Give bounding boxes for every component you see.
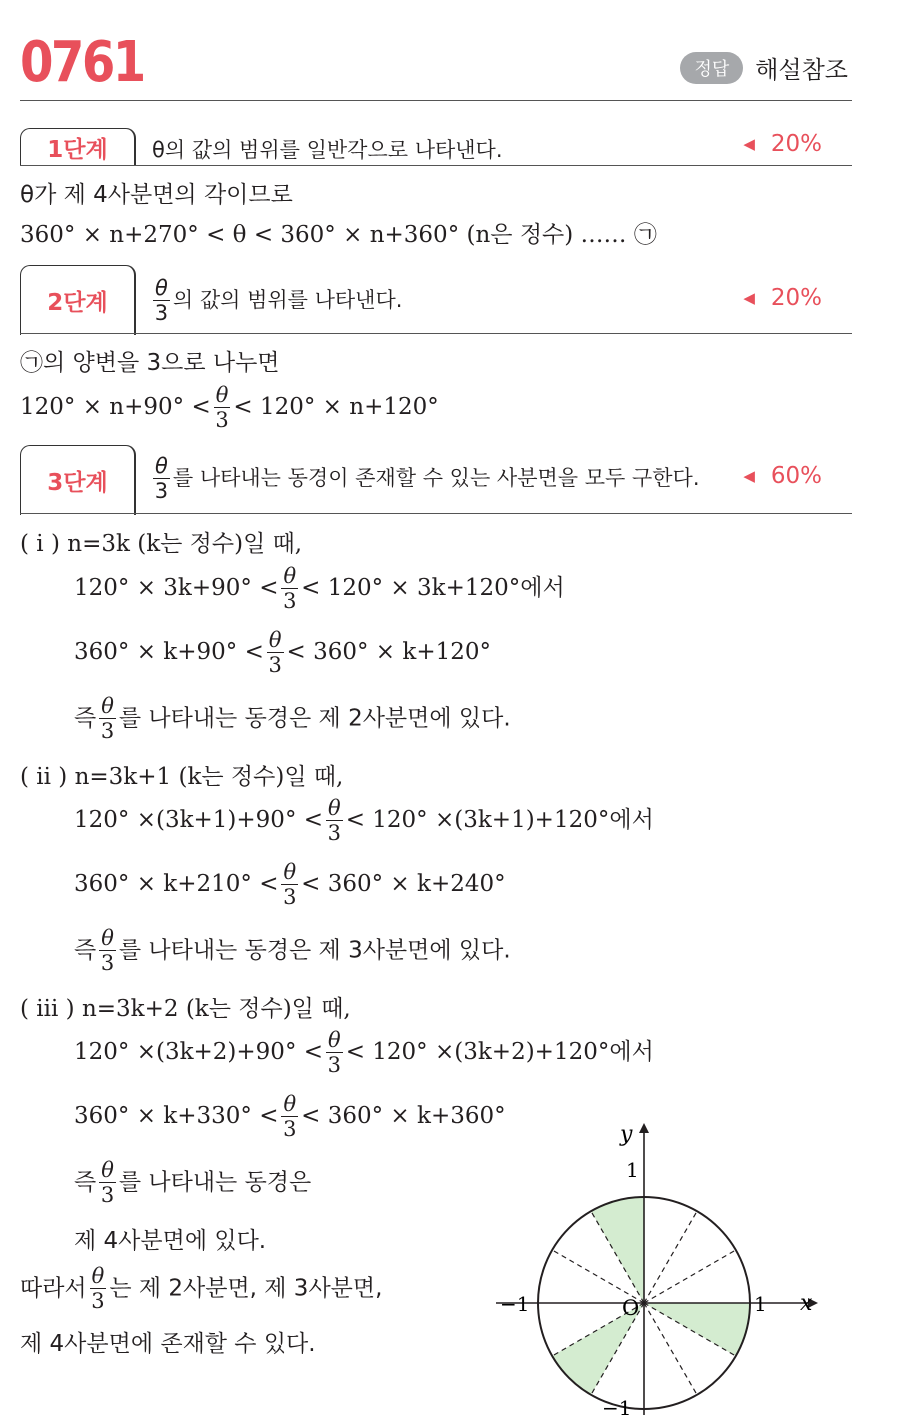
dashed-radius-60 [644, 1211, 697, 1303]
step-2-body-line-2: 120° × n+90° < $\frac{\theta}{3}$ < 120° × n+120° [20, 383, 439, 432]
case-2-inequality-2: 360° × k+210° < $\frac{\theta}{3}$ < 360° × k+240° [74, 860, 506, 909]
x-axis-label: x [800, 1291, 813, 1316]
x-tick-1: 1 [754, 1292, 767, 1316]
theta-over-3: $\frac{\theta}{3}$ [283, 564, 297, 613]
case-2-inequality-1: 120° ×(3k+1)+90° < $\frac{\theta}{3}$ < 120° ×(3k+1)+120°에서 [74, 796, 654, 845]
theta-over-3: $\frac{\theta}{3}$ [215, 383, 229, 432]
case-1-conclusion: 즉 $\frac{\theta}{3}$ 를 나타내는 동경은 제 2사분면에 있다. [74, 694, 511, 743]
y-tick-neg-1: −1 [602, 1396, 632, 1420]
step-1-percent: ◀ 20% [743, 131, 822, 157]
y-axis-label: y [620, 1122, 633, 1147]
case-1-inequality-2: 360° × k+90° < $\frac{\theta}{3}$ < 360° × k+120° [74, 628, 491, 677]
theta-over-3: $\frac{\theta}{3}$ [268, 628, 282, 677]
case-2-condition: ( ii ) n=3k+1 (k는 정수)일 때, [20, 764, 344, 790]
case-3-conclusion: 즉 $\frac{\theta}{3}$ 를 나타내는 동경은 [74, 1158, 312, 1207]
step-1-label: 1단계 [20, 128, 136, 166]
x-tick-neg-1: −1 [500, 1292, 530, 1316]
problem-number: 0761 [20, 30, 144, 95]
step-2-title: $\frac{\theta}{3}$ 의 값의 범위를 나타낸다. [154, 276, 403, 325]
case-1-condition: ( i ) n=3k (k는 정수)일 때, [20, 531, 303, 557]
y-axis-arrow-icon [639, 1123, 649, 1133]
unit-circle-diagram [492, 1115, 828, 1420]
case-3-conclusion-line-2: 제 4사분면에 있다. [74, 1228, 267, 1254]
step-3-title: $\frac{\theta}{3}$ 를 나타내는 동경이 존재할 수 있는 사분면을 모두 구한다. [154, 454, 700, 503]
triangle-left-icon: ◀ [743, 467, 755, 485]
case-2-conclusion: 즉 $\frac{\theta}{3}$ 를 나타내는 동경은 제 3사분면에 있다. [74, 926, 511, 975]
theta-over-3: $\frac{\theta}{3}$ [100, 1158, 115, 1207]
dashed-radius-30 [644, 1250, 736, 1303]
case-3-condition: ( iii ) n=3k+2 (k는 정수)일 때, [20, 996, 351, 1022]
theta-over-3: $\frac{\theta}{3}$ [100, 926, 115, 975]
step-3-percent: ◀ 60% [743, 463, 822, 489]
step-2-body-line-1: ㉠의 양변을 3으로 나누면 [20, 350, 280, 376]
theta-over-3: $\frac{\theta}{3}$ [283, 1092, 297, 1141]
answer-text: 해설참조 [755, 56, 848, 84]
step-3-underline [20, 513, 852, 514]
theta-over-3: $\frac{\theta}{3}$ [91, 1264, 105, 1313]
theta-over-3: $\frac{\theta}{3}$ [100, 694, 115, 743]
step-2-percent: ◀ 20% [743, 285, 822, 311]
step-3-label: 3단계 [20, 445, 136, 515]
answer-box [680, 50, 848, 85]
step-2-label: 2단계 [20, 265, 136, 335]
answer-badge: 정답 [680, 52, 743, 84]
triangle-left-icon: ◀ [743, 289, 755, 307]
step-1-title: θ의 값의 범위를 일반각으로 나타낸다. [152, 138, 503, 162]
y-tick-1: 1 [626, 1158, 639, 1182]
step-1-underline [20, 165, 852, 166]
step-1-body-line-2: 360° × n+270° < θ < 360° × n+360° (n은 정수) …… ㉠ [20, 222, 657, 248]
header-divider [20, 100, 852, 101]
case-1-inequality-1: 120° × 3k+90° < $\frac{\theta}{3}$ < 120° × 3k+120°에서 [74, 564, 565, 613]
final-conclusion-line-2: 제 4사분면에 존재할 수 있다. [20, 1331, 316, 1357]
final-conclusion: 따라서 $\frac{\theta}{3}$ 는 제 2사분면, 제 3사분면, [20, 1264, 383, 1313]
case-3-inequality-1: 120° ×(3k+2)+90° < $\frac{\theta}{3}$ < 120° ×(3k+2)+120°에서 [74, 1028, 654, 1077]
theta-over-3: $\frac{\theta}{3}$ [327, 796, 342, 845]
step-3-title-fraction: $\frac{\theta}{3}$ [154, 454, 169, 503]
step-2-title-fraction: $\frac{\theta}{3}$ [154, 276, 169, 325]
step-2-underline [20, 333, 852, 334]
case-3-inequality-2: 360° × k+330° < $\frac{\theta}{3}$ < 360° × k+360° [74, 1092, 506, 1141]
theta-over-3: $\frac{\theta}{3}$ [283, 860, 297, 909]
shaded-sectors [552, 1197, 750, 1395]
step-1-body-line-1: θ가 제 4사분면의 각이므로 [20, 182, 293, 208]
origin-label: O [622, 1296, 640, 1320]
theta-over-3: $\frac{\theta}{3}$ [327, 1028, 342, 1077]
triangle-left-icon: ◀ [743, 135, 755, 153]
